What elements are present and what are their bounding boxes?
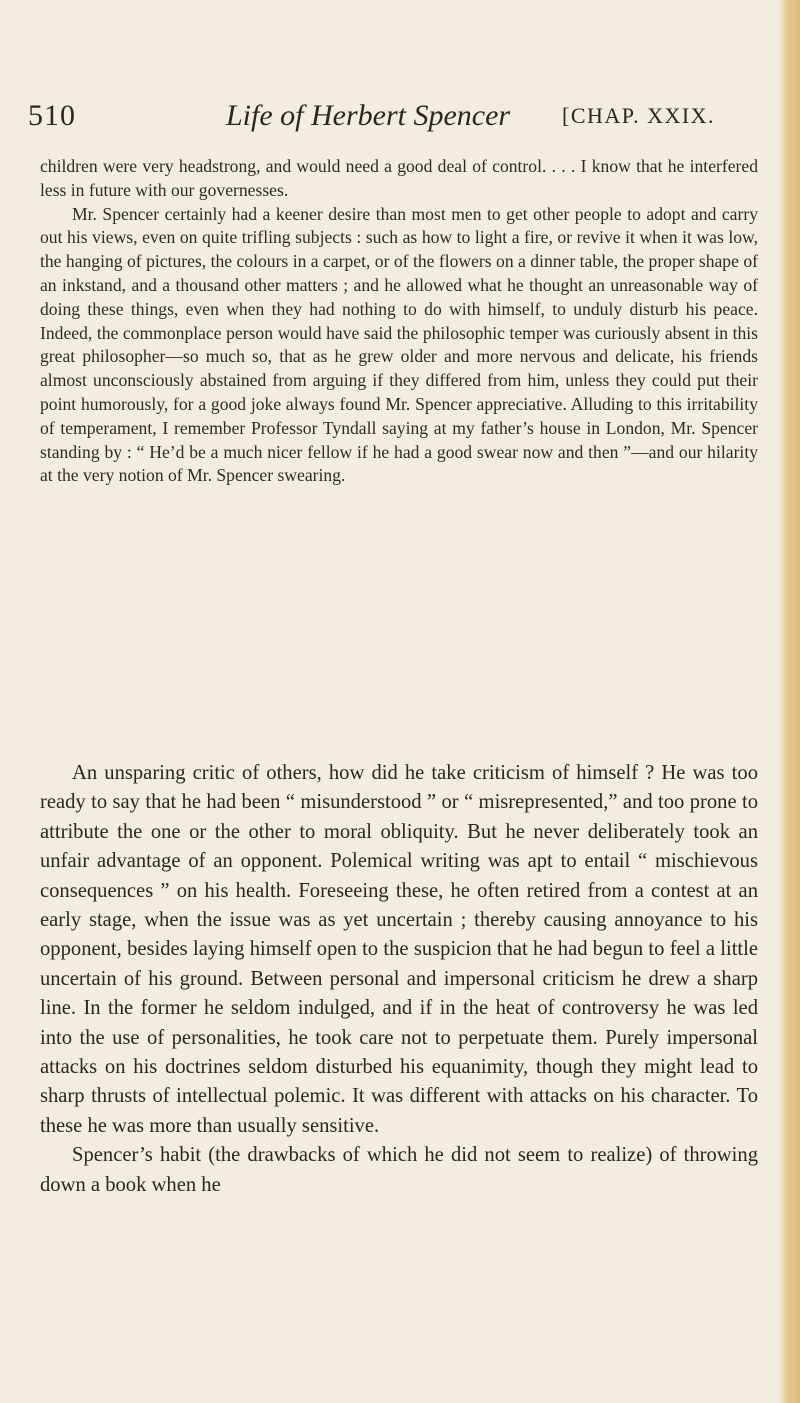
quoted-passage (40, 155, 758, 488)
page-number: 510 (28, 99, 76, 132)
body-paragraph: Spencer’s habit (the drawbacks of which he did not seem to realize) of throwing down a book when he (40, 1144, 758, 1196)
quote-paragraph: Mr. Spencer certainly had a keener desire than most men to get other people to adopt and carry out his views, even on quite trifling subjects : such as how to light a fire, or revive it when it was low, the hanging of pictures, the colours in a carpet, or of the flowers on a dinner table, the proper shape of an inkstand, and a thousand other matters ; and he allowed what he thought an unreasonable way of doing these things, even when they had nothing to do with himself, to unduly disturb his peace. Indeed, the commonplace person would have said the philosophic temper was curiously absent in this great philosopher—so much so, that as he grew older and more nervous and delicate, his friends almost unconsciously abstained from arguing if they differed from him, unless they could put their point humorously, for a good joke always found Mr. Spencer appreciative. Alluding to this irritability of temperament, I remember Professor Tyndall saying at my father’s house in London, Mr. Spencer standing by : “ He’d be a much nicer fellow if he had a good swear now and then ”—and our hilarity at the very notion of Mr. Spencer swearing. (40, 203, 758, 486)
body-text (40, 759, 758, 1200)
running-title: Life of Herbert Spencer (226, 99, 511, 132)
body-paragraph: An unsparing critic of others, how did he take criticism of himself ? He was too ready to say that he had been “ misunderstood ” or “ misrepresented,” and too prone to attribute the one or the other to moral obliquity. But he never deliberately took an unfair advantage of an opponent. Polemical writing was apt to entail “ mischievous consequences ” on his health. Foreseeing these, he often retired from a contest at an early stage, when the issue was as yet uncertain ; thereby causing annoyance to his opponent, besides laying himself open to the suspicion that he had begun to feel a little uncertain of his ground. Between personal and impersonal criticism he drew a sharp line. In the former he seldom indulged, and if in the heat of controversy he was led into the use of personalities, he took care not to perpetuate them. Purely impersonal attacks on his doctrines seldom disturbed his equanimity, though they might lead to sharp thrusts of intellectual polemic. It was different with attacks on his character. To these he was more than usually sensitive. (40, 762, 758, 1137)
quote-paragraph: children were very headstrong, and would need a good deal of control. . . . I know that he interfered less in future with our governesses. (40, 156, 758, 200)
running-header (28, 96, 763, 136)
chapter-marker: [CHAP. XXIX. (562, 103, 716, 128)
page-edge-shadow (778, 0, 800, 1403)
